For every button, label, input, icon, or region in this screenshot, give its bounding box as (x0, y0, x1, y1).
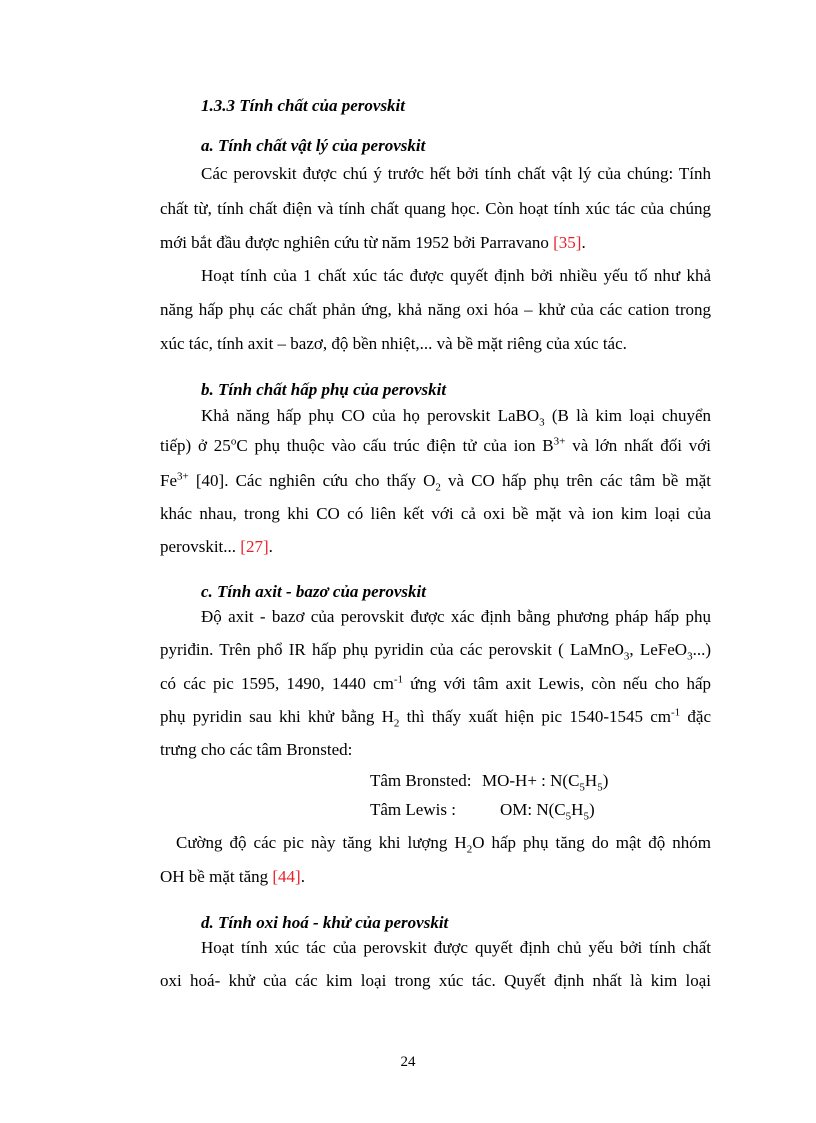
paragraph-a1-line3: mới bắt đầu được nghiên cứu từ năm 1952 bởi Parravano [35]. (160, 233, 586, 252)
paragraph-c-line5: trưng cho các tâm Bronsted: (160, 740, 353, 759)
paragraph-c-line4: phụ pyridin sau khi khử bằng $H_2$ thì thấy xuất hiện pic 1540-1545 $cm^{-1}$ đặc (160, 706, 711, 730)
paragraph-b-line2: tiếp) ở 25$^o$C phụ thuộc vào cấu trúc điện tử của ion $B^{3+}$ và lớn nhất đối với (160, 435, 711, 455)
paragraph-d-line2: oxi hoá- khử của các kim loại trong xúc tác. Quyết định nhất là kim loại (160, 971, 711, 990)
page-number: 24 (400, 1054, 416, 1070)
citation-27[interactable]: [27] (240, 537, 269, 556)
paragraph-c-line7: OH bề mặt tăng [44]. (160, 867, 305, 886)
citation-35[interactable]: [35] (553, 233, 582, 252)
paragraph-b-line5: perovskit... [27]. (160, 537, 273, 556)
paragraph-c-line3: có các pic 1595, 1490, 1440 $cm^{-1}$ ứng với tâm axit Lewis, còn nếu cho hấp (160, 673, 712, 693)
section-title: 1.3.3 Tính chất của perovskit (201, 96, 406, 115)
paragraph-a2-line2: năng hấp phụ các chất phản ứng, khả năng oxi hóa – khử của các cation trong (160, 300, 711, 319)
equation-bronsted-label: Tâm Bronsted: (370, 771, 472, 790)
paragraph-b-line3: $Fe^{3+}$ [40]. Các nghiên cứu cho thấy $O_2$ và CO hấp phụ trên các tâm bề mặt (160, 470, 711, 494)
paragraph-a1-line1: Các perovskit được chú ý trước hết bởi tính chất vật lý của chúng: Tính (201, 164, 711, 183)
subsection-c-title: c. Tính axit - bazơ của perovskit (201, 582, 426, 601)
citation-44[interactable]: [44] (272, 867, 301, 886)
paragraph-a1-line2: chất từ, tính chất điện và tính chất quang học. Còn hoạt tính xúc tác của chúng (160, 199, 711, 218)
subsection-b-title: b. Tính chất hấp phụ của perovskit (201, 380, 447, 399)
paragraph-c-line1: Độ axit - bazơ của perovskit được xác định bằng phương pháp hấp phụ (201, 607, 711, 626)
paragraph-b-line1: Khả năng hấp phụ CO của họ perovskit LaBO$_3$ (B là kim loại chuyển (201, 406, 711, 429)
paragraph-c-line2: pyriđin. Trên phổ IR hấp phụ pyridin của các perovskit ( LaMnO$_3$, LeFeO$_3$...) (160, 640, 711, 663)
paragraph-a2-line1: Hoạt tính của 1 chất xúc tác được quyết định bởi nhiều yếu tố như khả (201, 266, 711, 285)
equation-bronsted: MO-H+ : $N(C_5H_5)$ (482, 771, 609, 794)
paragraph-c-line6: Cường độ các pic này tăng khi lượng $H_2O$ hấp phụ tăng do mật độ nhóm (176, 833, 711, 856)
subsection-a-title: a. Tính chất vật lý của perovskit (201, 136, 426, 155)
equation-lewis-label: Tâm Lewis : (370, 800, 456, 819)
paragraph-a2-line3: xúc tác, tính axit – bazơ, độ bền nhiệt,... và bề mặt riêng của xúc tác. (160, 334, 627, 353)
equation-lewis: OM: $N(C_5H_5)$ (500, 800, 595, 823)
paragraph-d-line1: Hoạt tính xúc tác của perovskit được quyết định chủ yếu bởi tính chất (201, 938, 711, 957)
paragraph-b-line4: khác nhau, trong khi CO có liên kết với cả oxi bề mặt và ion kim loại của (160, 504, 711, 523)
subsection-d-title: d. Tính oxi hoá - khử của perovskit (201, 913, 449, 932)
